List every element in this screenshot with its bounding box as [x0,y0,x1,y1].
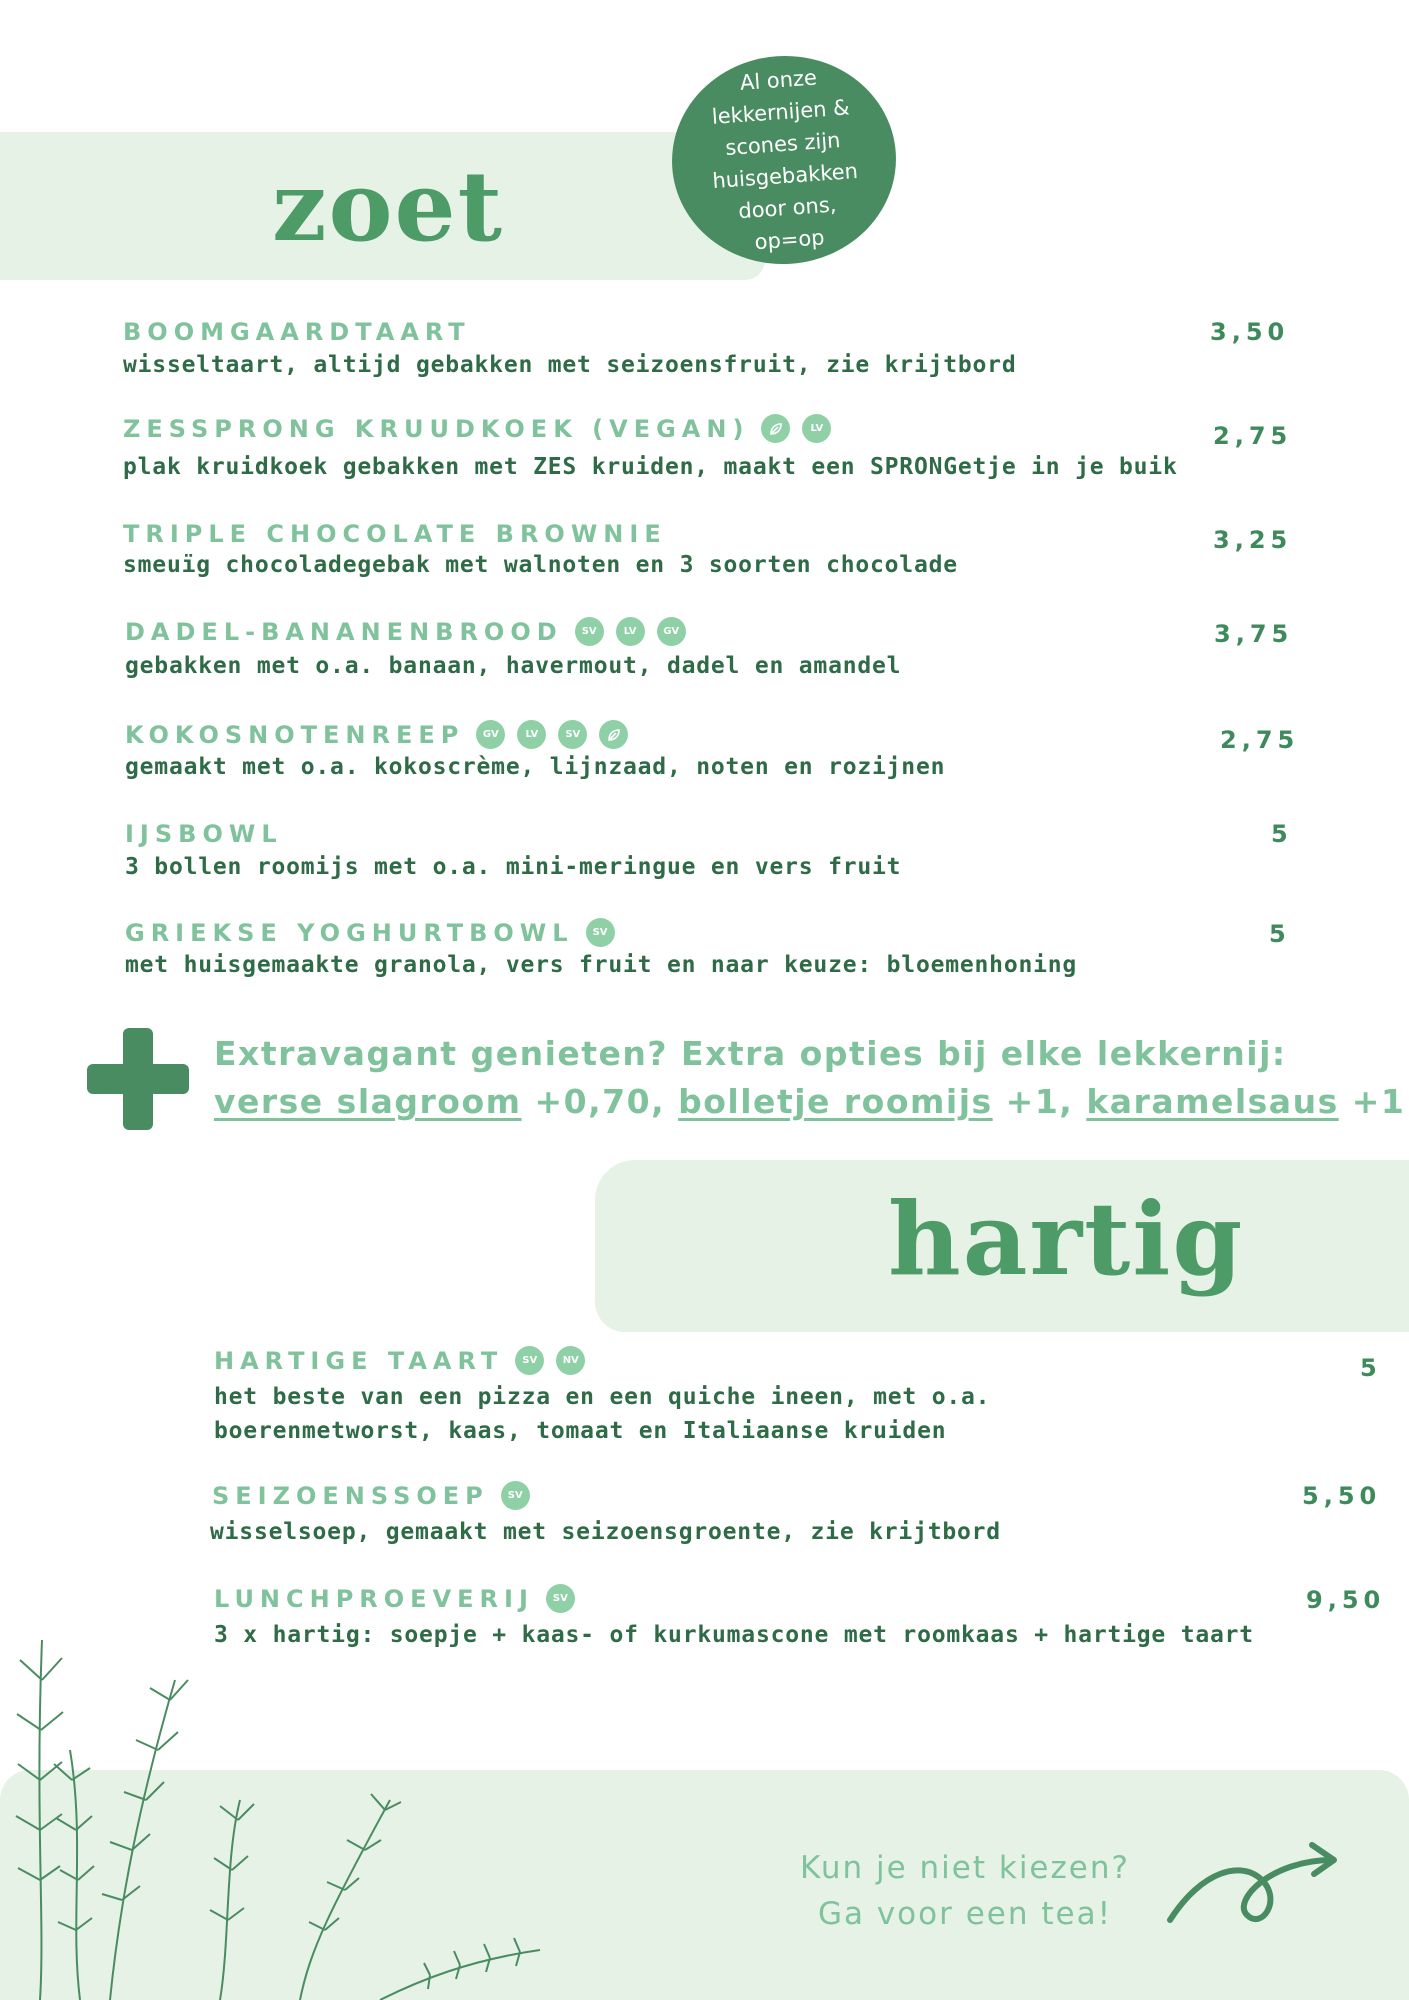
badge-text: Al onze lekkernijen & scones zijn huisgebakken door ons, op=op [711,65,859,255]
tag-sv: SV [515,1346,544,1375]
menu-item-price: 9,50 [1306,1586,1386,1614]
menu-item-price: 5,50 [1302,1482,1382,1510]
extra-option-caramel: karamelsaus [1086,1082,1339,1121]
menu-item-desc: gemaakt met o.a. kokoscrème, lijnzaad, noten en rozijnen [125,754,946,780]
extra-option-whipped-cream: verse slagroom [214,1082,522,1121]
tag-nv: NV [556,1346,585,1375]
menu-item-name: KOKOSNOTENREEP [125,720,465,749]
menu-item-name: HARTIGE TAART [214,1346,504,1375]
menu-item-desc: smeuïg chocoladegebak met walnoten en 3 soorten chocolade [123,552,958,578]
hartig-title: hartig [888,1180,1245,1298]
menu-item-name: IJSBOWL [125,820,283,848]
tag-sv: SV [575,617,604,646]
zoet-title: zoet [272,150,504,263]
menu-item-name: SEIZOENSSOEP [212,1481,489,1510]
extras-block [214,1030,1405,1126]
plus-icon [87,1028,189,1130]
extra-option-price: +1, [1005,1082,1074,1121]
menu-item-desc: het beste van een pizza en een quiche ineen, met o.a. [214,1384,991,1410]
menu-item-desc: plak kruidkoek gebakken met ZES kruiden, maakt een SPRONGetje in je buik [123,454,1178,480]
menu-item-price: 5 [1269,920,1291,948]
menu-item-desc: wisselsoep, gemaakt met seizoensgroente, zie krijtbord [210,1519,1001,1545]
menu-item-name-row [125,918,615,947]
menu-item-name: TRIPLE CHOCOLATE BROWNIE [123,520,667,548]
menu-item-desc: wisseltaart, altijd gebakken met seizoensfruit, zie krijtbord [123,352,1017,378]
menu-item-price: 3,25 [1213,526,1293,554]
tag-sv: SV [586,918,615,947]
footer-tea-suggestion [780,1845,1150,1937]
menu-item-name-row [212,1481,530,1510]
menu-item-name-row [214,1584,575,1613]
tag-lv: LV [517,720,546,749]
menu-item-name: LUNCHPROEVERIJ [214,1584,534,1613]
menu-item-name-row [125,617,686,646]
menu-item-desc: boerenmetworst, kaas, tomaat en Italiaanse kruiden [214,1418,947,1444]
menu-item-name-row [214,1346,585,1375]
menu-item-desc: 3 x hartig: soepje + kaas- of kurkumascone met roomkaas + hartige taart [214,1622,1254,1648]
menu-item-price: 5 [1360,1354,1382,1382]
herb-illustration [0,1620,560,2000]
menu-item-name: DADEL-BANANENBROOD [125,617,563,646]
menu-item-name: GRIEKSE YOGHURTBOWL [125,918,574,947]
extras-options [214,1078,1405,1126]
extra-option-price: +0,70, [534,1082,666,1121]
tag-gv: GV [476,720,505,749]
footer-line1: Kun je niet kiezen? [800,1850,1130,1886]
tag-sv: SV [501,1481,530,1510]
leaf-icon [761,414,790,443]
menu-item-desc: 3 bollen roomijs met o.a. mini-meringue en vers fruit [125,854,902,880]
menu-item-name: ZESSPRONG KRUUDKOEK (VEGAN) [123,414,750,443]
tag-lv: LV [802,414,831,443]
menu-item-price: 5 [1271,820,1293,848]
menu-item-desc: gebakken met o.a. banaan, havermout, dadel en amandel [125,653,902,679]
menu-item-price: 3,75 [1214,620,1294,648]
tag-sv: SV [558,720,587,749]
extra-option-price: +1 [1351,1082,1406,1121]
menu-item-price: 3,50 [1210,318,1290,346]
tag-sv: SV [546,1584,575,1613]
footer-line2: Ga voor een tea! [817,1896,1113,1932]
menu-item-price: 2,75 [1213,422,1293,450]
menu-item-name: BOOMGAARDTAART [123,318,471,346]
extra-option-ice-cream: bolletje roomijs [678,1082,993,1121]
loop-arrow-icon [1162,1830,1342,1940]
tag-lv: LV [616,617,645,646]
menu-item-name-row [125,720,628,749]
extras-heading: Extravagant genieten? Extra opties bij elke lekkernij: [214,1034,1287,1073]
menu-item-desc: met huisgemaakte granola, vers fruit en naar keuze: bloemenhoning [125,952,1078,978]
menu-item-name-row [123,414,831,443]
leaf-icon [599,720,628,749]
menu-item-price: 2,75 [1220,726,1300,754]
tag-gv: GV [657,617,686,646]
